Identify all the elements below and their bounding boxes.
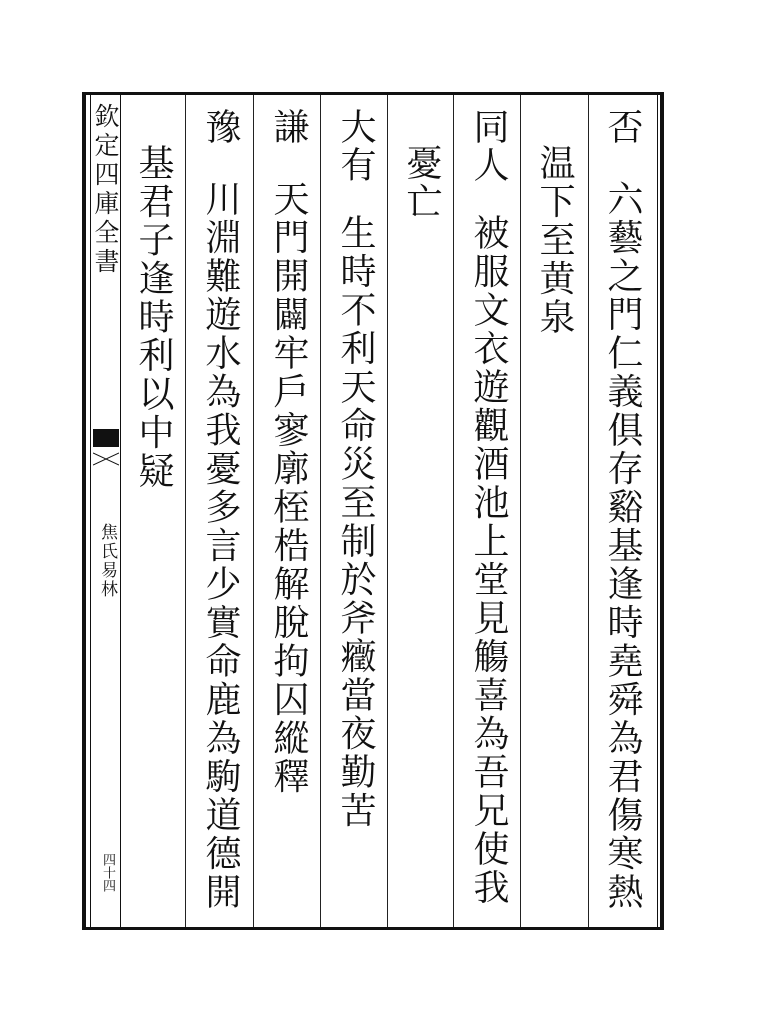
hexagram-name: 大有 <box>335 108 376 184</box>
text-column <box>122 108 185 920</box>
margin-divider <box>120 95 121 927</box>
column-divider <box>253 95 254 927</box>
hexagram-name: 謙 <box>268 108 309 146</box>
verse-text: 六藝之門仁義俱存谿基逢時堯舜為君傷寒熱 <box>602 180 643 912</box>
text-column <box>455 108 520 920</box>
column-divider <box>185 95 186 927</box>
verse-text: 生時不利天命災至制於斧癥當夜勤苦 <box>335 214 376 830</box>
column-divider <box>588 95 589 927</box>
column-divider <box>453 95 454 927</box>
library-title: 欽定四庫全書 <box>91 103 120 277</box>
margin-strip <box>91 95 121 927</box>
column-divider <box>320 95 321 927</box>
book-title: 焦氏易林 <box>97 523 117 599</box>
page-number: 四十四 <box>100 853 115 892</box>
hexagram-name: 否 <box>602 108 643 146</box>
border-inner-right-line <box>657 92 658 930</box>
text-column <box>590 108 656 920</box>
hexagram-name: 豫 <box>200 108 241 146</box>
verse-text: 天門開闢牢戶寥廓桎梏解脫拘囚縱釋 <box>268 180 309 796</box>
text-column <box>389 108 453 920</box>
verse-text: 川淵難遊水為我憂多言少實命鹿為駒道德開 <box>200 180 241 912</box>
text-column <box>187 108 253 920</box>
verse-text: 憂亡 <box>401 144 442 221</box>
text-column <box>522 108 588 920</box>
fishtail-lines-icon <box>93 451 119 467</box>
verse-text: 被服文衣遊觀酒池上堂見觴喜為吾兄使我 <box>468 214 509 907</box>
verse-text: 温下至黄泉 <box>534 144 575 337</box>
verse-text: 基君子逢時利以中疑 <box>133 144 174 491</box>
column-divider <box>387 95 388 927</box>
fishtail-mark-icon <box>93 429 119 447</box>
hexagram-name: 同人 <box>468 108 509 184</box>
text-column <box>322 108 387 920</box>
text-column <box>255 108 320 920</box>
column-divider <box>520 95 521 927</box>
